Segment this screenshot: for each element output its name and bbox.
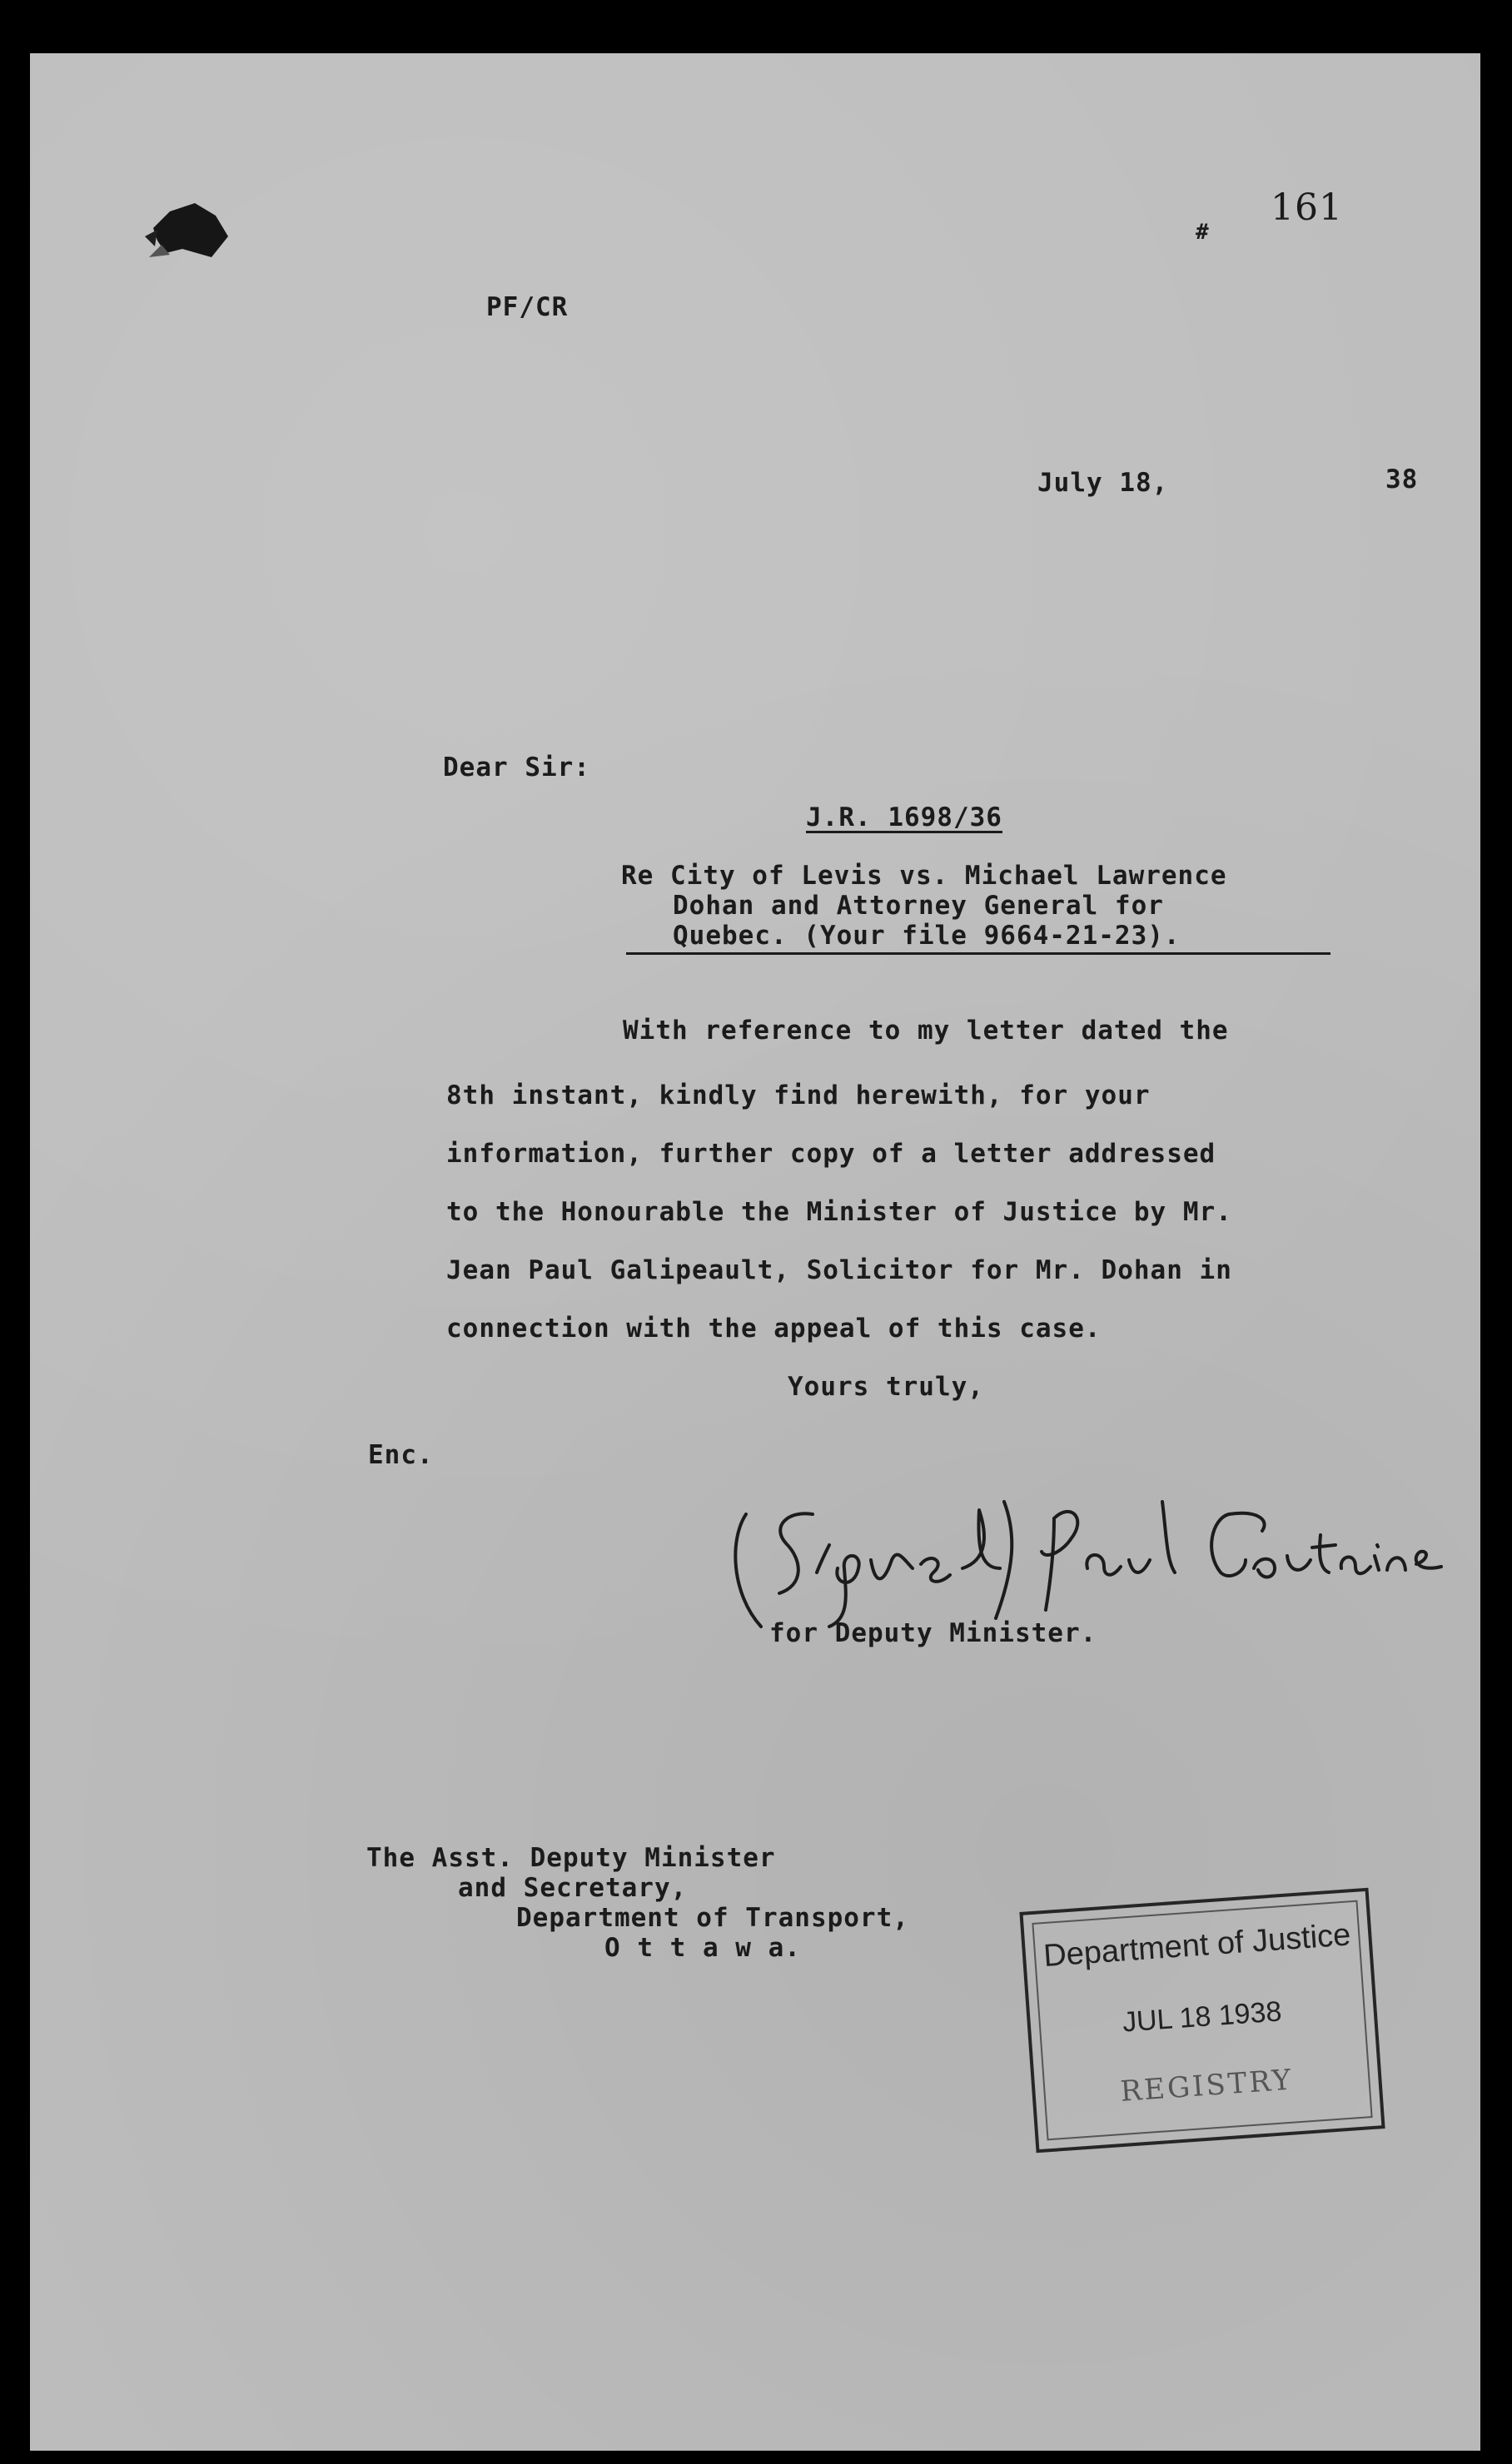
body-line-5: Jean Paul Galipeault, Solicitor for Mr. Dohan in — [446, 1255, 1232, 1285]
stamp-date: JUL 18 1938 — [1121, 1995, 1283, 2039]
letter-date: July 18, — [1037, 468, 1169, 498]
body-line-3: information, further copy of a letter addressed — [446, 1139, 1216, 1169]
reference-initials: PF/CR — [486, 292, 569, 322]
subject-line-1: Re City of Levis vs. Michael Lawrence — [621, 861, 1227, 891]
addressee-line-2: and Secretary, — [458, 1873, 688, 1903]
page-number: 161 — [1271, 186, 1343, 229]
closing: Yours truly, — [788, 1372, 984, 1402]
handwritten-signature — [713, 1468, 1462, 1643]
ink-blot-mark — [137, 178, 236, 278]
body-line-6: connection with the appeal of this case. — [446, 1314, 1102, 1344]
salutation: Dear Sir: — [443, 753, 590, 782]
stamp-department: Department of Justice — [1042, 1917, 1352, 1975]
enclosure-note: Enc. — [368, 1440, 434, 1470]
subject-line-2: Dohan and Attorney General for — [673, 891, 1164, 921]
stamp-registry: REGISTRY — [1119, 2063, 1295, 2109]
body-line-2: 8th instant, kindly find herewith, for your — [446, 1080, 1151, 1110]
page-number-prefix: # — [1196, 220, 1210, 245]
subject-underline — [626, 952, 1330, 955]
file-reference: J.R. 1698/36 — [806, 802, 1002, 832]
subject-line-3: Quebec. (Your file 9664-21-23). — [673, 921, 1181, 951]
addressee-line-4: O t t a w a. — [604, 1933, 801, 1963]
letter-page — [30, 53, 1480, 2451]
signatory-title: for Deputy Minister. — [769, 1618, 1097, 1648]
body-line-1: With reference to my letter dated the — [623, 1016, 1229, 1046]
addressee-line-1: The Asst. Deputy Minister — [366, 1843, 776, 1873]
addressee-line-3: Department of Transport, — [516, 1903, 909, 1933]
letter-date-year: 38 — [1385, 464, 1419, 494]
registry-stamp — [1019, 1888, 1385, 2154]
body-line-4: to the Honourable the Minister of Justice by Mr. — [446, 1197, 1232, 1227]
